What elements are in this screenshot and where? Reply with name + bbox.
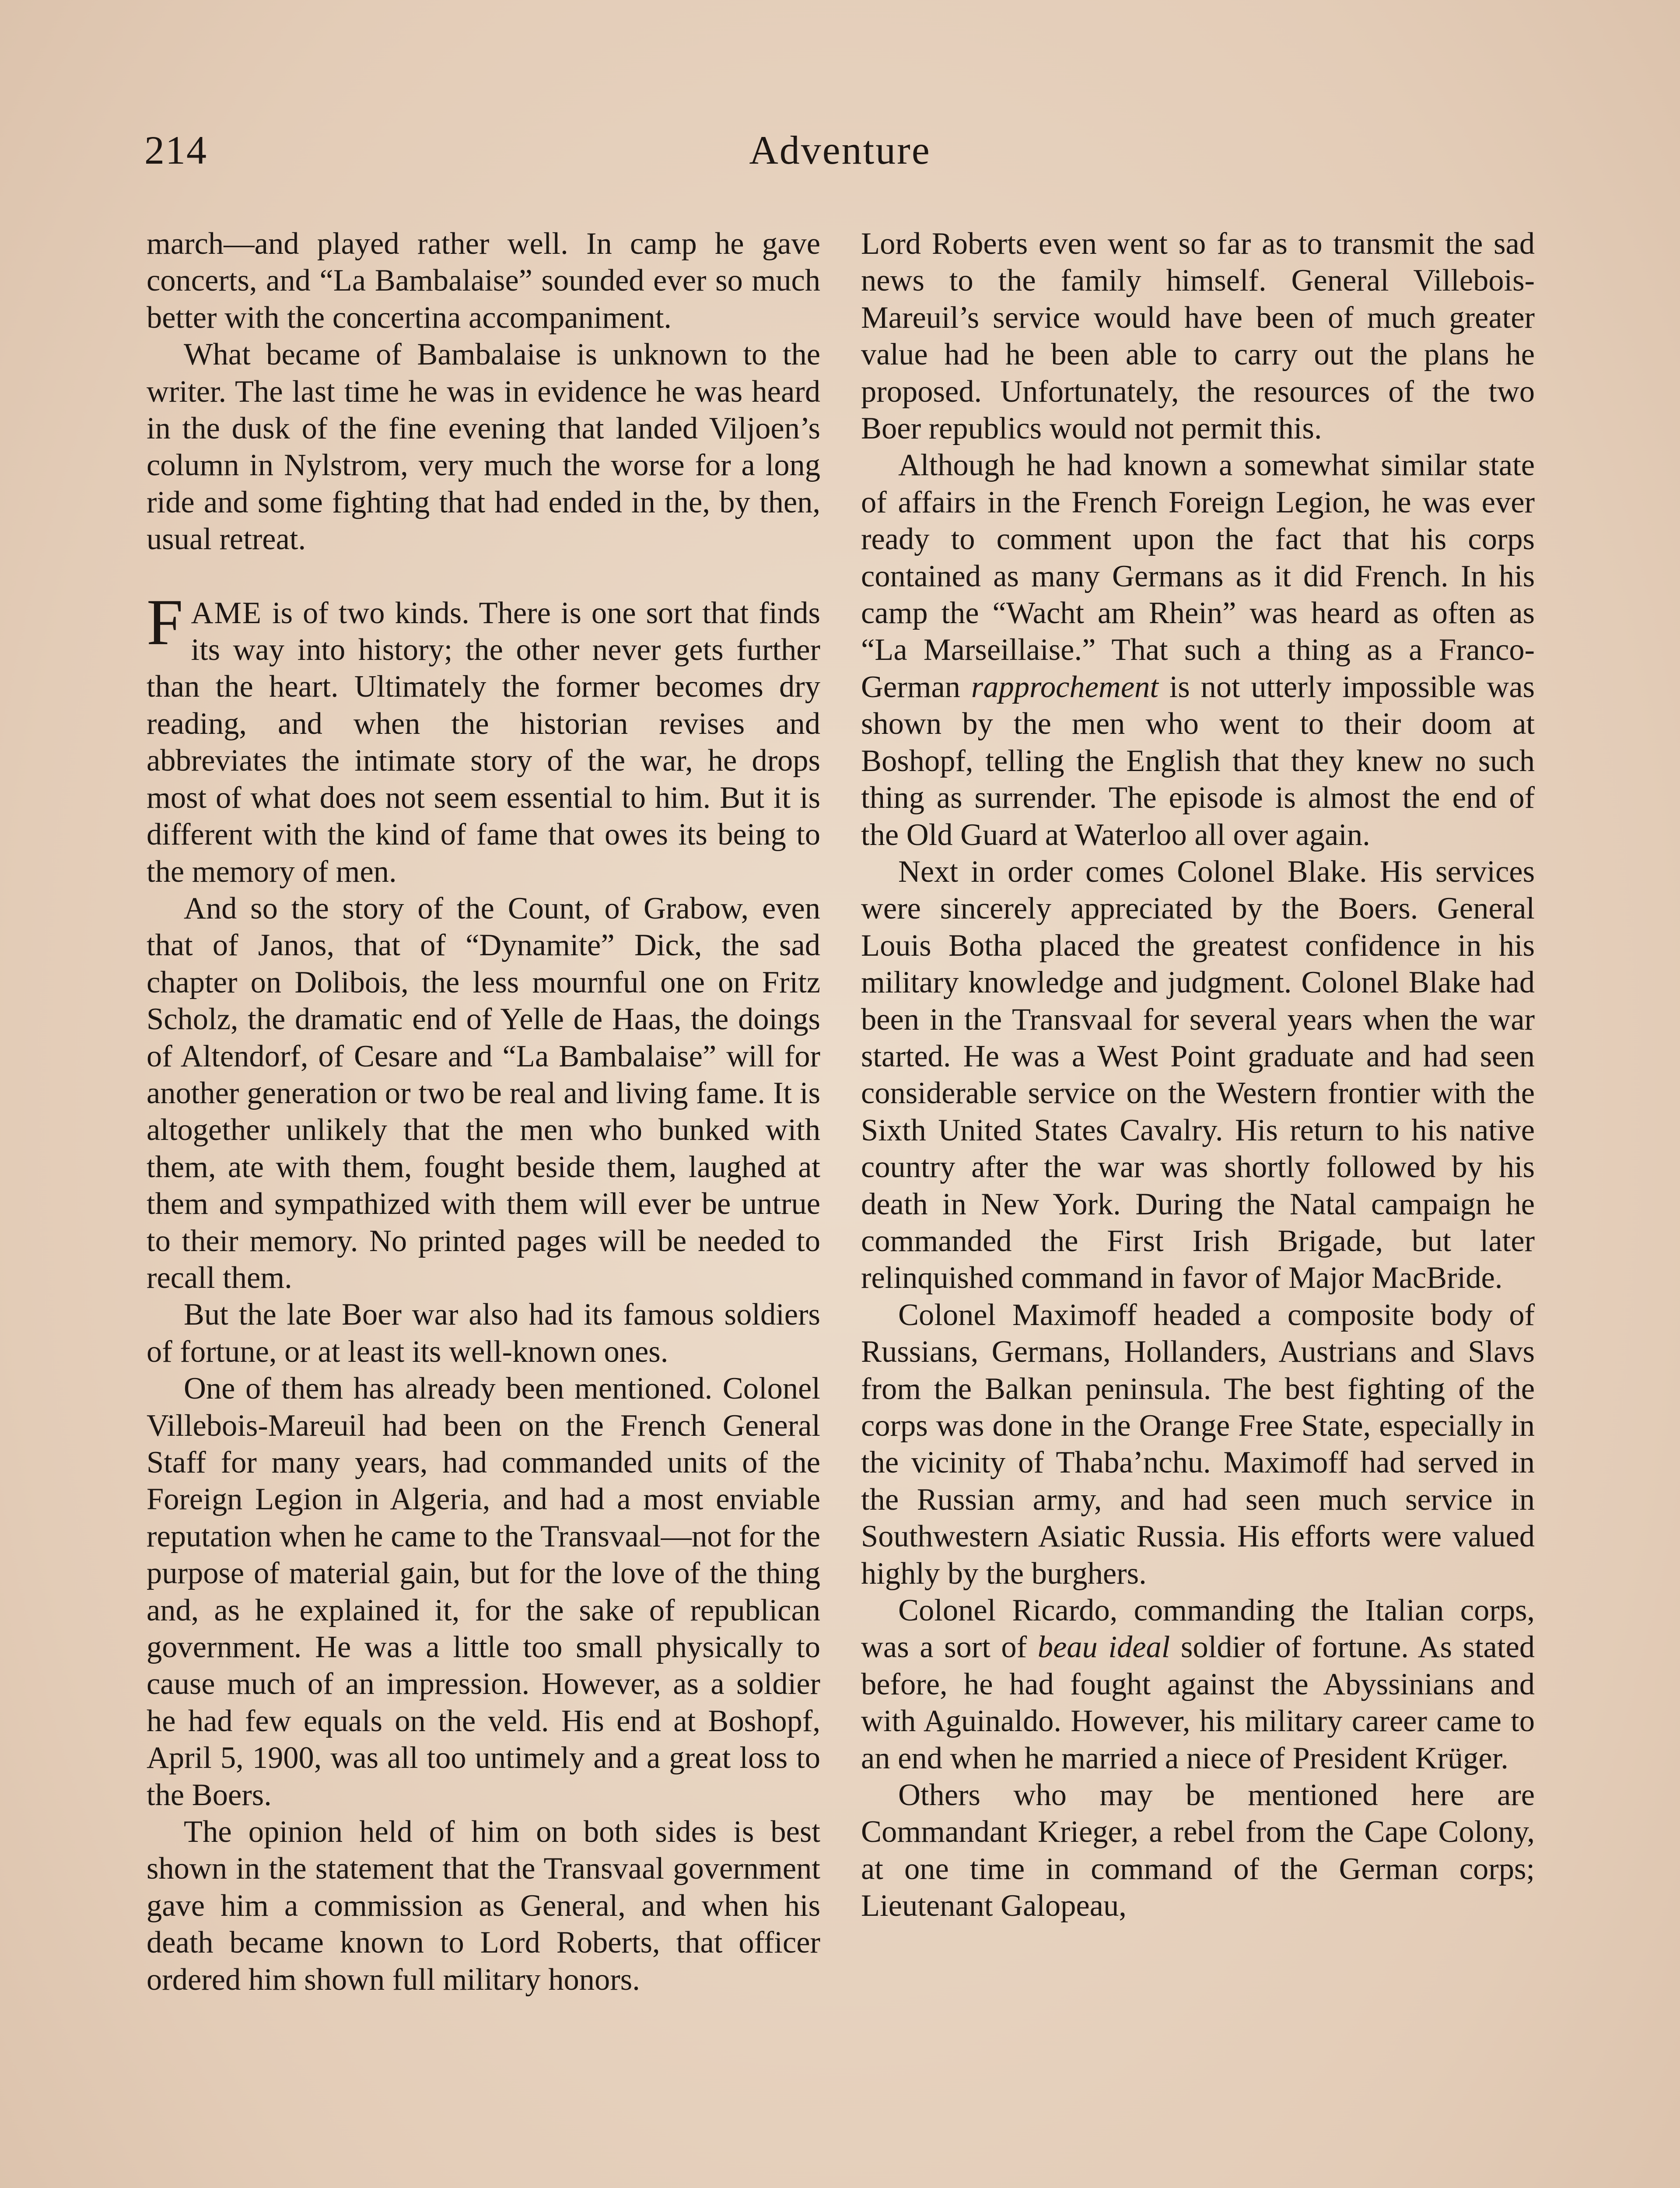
paragraph: And so the story of the Count, of Grabow, even that of Janos, that of “Dynamite” Dick, the sad chapter on Dolibois, the less mournful one on Fritz Scholz, the dramatic end of Yelle de Haas, the doings of Altendorf, of Cesare and “La Bambalaise” will for another generation or two be real and living fame. It is altogether unlikely that the men who bunked with them, ate with them, fought beside them, laughed at them and sympathized with them will ever be untrue to their memory. No printed pages will be needed to recall them.	[147, 891, 820, 1295]
page-number: 214	[144, 128, 207, 172]
page-header	[144, 127, 1536, 193]
paragraph-text: is of two kinds. There is one sort that finds its way into history; the other never gets further than the heart. Ultimately the former becomes dry reading, and when the historian revises and abbreviates the intimate story of the war, he drops most of what does not seem essential to him. But it is different with the kind of fame that owes its being to the memory of men.	[147, 596, 820, 889]
paragraph: The opinion held of him on both sides is best shown in the statement that the Transvaal government gave him a commission as General, and when his death became known to Lord Roberts, that officer ordered him shown full military honors.	[147, 1815, 820, 1997]
paragraph-text: is not utterly impossible was shown by the men who went to their doom at Boshopf, telling the English that they knew no such thing as surrender. The episode is almost the end of the Old Guard at Waterloo all over again.	[861, 670, 1535, 852]
paragraph: march—and played rather well. In camp he gave concerts, and “La Bambalaise” sounded ever so much better with the concertina accompaniment.	[147, 227, 820, 335]
paragraph: But the late Boer war also had its famous soldiers of fortune, or at least its well-known ones.	[147, 1297, 820, 1369]
paragraph-text: soldier of fortune. As stated before, he had fought against the Abyssinians and with Aguinaldo. However, his military career came to an end when he married a niece of President Krüger.	[861, 1630, 1535, 1775]
paragraph-text: Although he had known a somewhat similar state of affairs in the French Foreign Legion, he was ever ready to comment upon the fact that his corps contained as many Germans as it did French. In his camp the “Wacht am Rhein” was heard as often as “La Marseillaise.” That such a thing as a Franco-German	[861, 448, 1535, 704]
paragraph	[861, 1592, 1535, 1777]
small-caps-lead: AME	[191, 596, 262, 630]
left-column	[147, 225, 820, 1998]
italic-term: rapprochement	[971, 670, 1158, 704]
paragraph: One of them has already been mentioned. Colonel Villebois-Mareuil had been on the French General Staff for many years, had commanded units of the Foreign Legion in Algeria, and had a most enviable reputation when he came to the Transvaal—not for the purpose of material gain, but for the love of the thing and, as he explained it, for the sake of republican government. He was a little too small physically to cause much of an impression. However, as a soldier he had few equals on the veld. His end at Boshopf, April 5, 1900, was all too untimely and a great loss to the Boers.	[147, 1371, 820, 1812]
paragraph: What became of Bambalaise is unknown to the writer. The last time he was in evidence he was heard in the dusk of the fine evening that landed Viljoen’s column in Nylstrom, very much the worse for a long ride and some fighting that had ended in the, by then, usual retreat.	[147, 337, 820, 557]
running-title: Adventure	[749, 128, 931, 172]
paragraph	[861, 447, 1535, 853]
drop-cap: F	[147, 586, 183, 659]
paragraph: Others who may be mentioned here are Commandant Krieger, a rebel from the Cape Colony, at one time in command of the German corps; Lieutenant Galopeau,	[861, 1778, 1535, 1923]
right-column	[861, 225, 1535, 1925]
paragraph: Lord Roberts even went so far as to transmit the sad news to the family himself. General Villebois-Mareuil’s service would have been of much greater value had he been able to carry out the plans he proposed. Unfortunately, the resources of the two Boer republics would not permit this.	[861, 227, 1535, 446]
paragraph-text: Colonel Ricardo, commanding the Italian corps, was a sort of	[861, 1593, 1535, 1665]
italic-term: beau ideal	[1037, 1630, 1170, 1665]
paragraph: Next in order comes Colonel Blake. His services were sincerely appreciated by the Boers. General Louis Botha placed the greatest confidence in his military knowledge and judgment. Colonel Blake had been in the Transvaal for several years when the war started. He was a West Point graduate and had seen considerable service on the Western frontier with the Sixth United States Cavalry. His return to his native country after the war was shortly followed by his death in New York. During the Natal campaign he commanded the First Irish Brigade, but later relinquished command in favor of Major MacBride.	[861, 854, 1535, 1295]
section-opening-paragraph	[147, 586, 820, 890]
section-break	[147, 558, 820, 595]
paragraph: Colonel Maximoff headed a composite body of Russians, Germans, Hollanders, Austrians and Slavs from the Balkan peninsula. The best fighting of the corps was done in the Orange Free State, especially in the vicinity of Thaba’nchu. Maximoff had served in the Russian army, and had seen much service in Southwestern Asiatic Russia. His efforts were valued highly by the burghers.	[861, 1297, 1535, 1591]
